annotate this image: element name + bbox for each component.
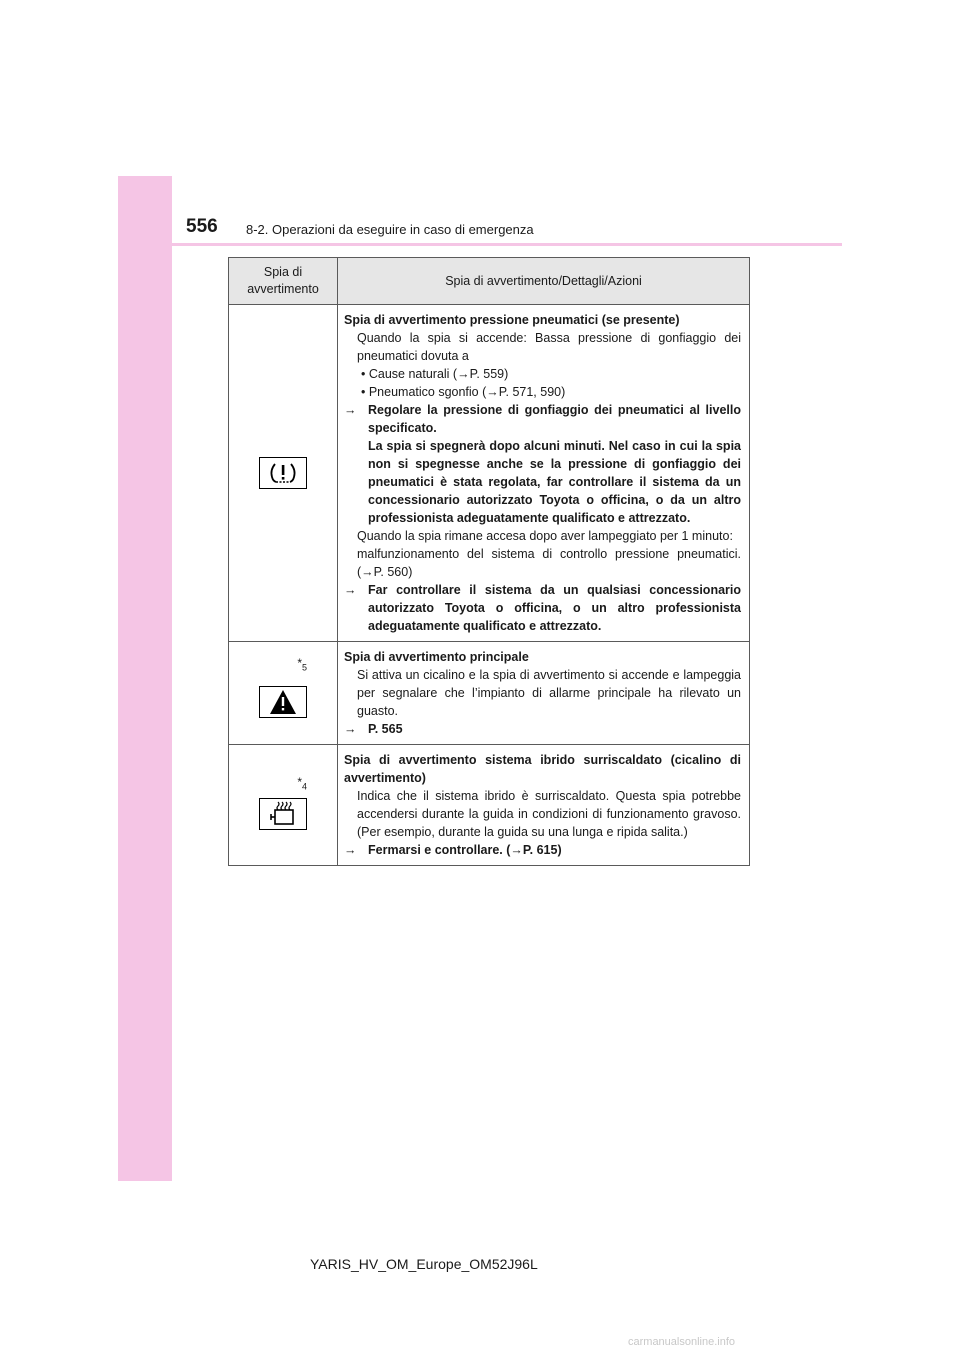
page-number: 556: [186, 216, 218, 237]
indicator-title: Spia di avvertimento pressione pneumatici (se presente): [344, 313, 680, 327]
arrow-icon: →: [344, 722, 357, 736]
icon-cell: [229, 305, 338, 642]
cause-bullet: • Cause naturali (→P. 559): [361, 367, 509, 381]
indicator-title: Spia di avvertimento principale: [344, 650, 529, 664]
watermark: carmanualsonline.info: [628, 1336, 736, 1348]
column-header-light: Spia di avvertimento: [229, 258, 338, 305]
action-text: Far controllare il sistema da un qualsiasi concessionario autorizzato Toyota o officina, o un altro professionista adeguatamente qualificato e attrezzato.: [368, 583, 741, 633]
indicator-description: Quando la spia rimane accesa dopo aver lampeggiato per 1 minuto:: [357, 529, 733, 543]
footnote-marker: $*_5$: [297, 656, 307, 673]
action-item: [344, 720, 741, 738]
indicator-description: malfunzionamento del sistema di controllo pressione pneumatici. (→P. 560): [357, 547, 741, 579]
action-item: [344, 581, 741, 635]
header-rule: [118, 243, 842, 246]
chapter-side-tab: [118, 176, 172, 1181]
action-item: [344, 401, 741, 437]
action-item: [344, 841, 741, 859]
table-row: [229, 642, 750, 745]
warning-light-table: [228, 257, 750, 866]
footnote-marker: $*_4$: [297, 775, 307, 792]
footnote-number: 5: [301, 662, 307, 673]
details-cell: [338, 305, 750, 642]
hybrid-overheat-warning-icon: [259, 798, 307, 830]
action-text: Regolare la pressione di gonfiaggio dei pneumatici al livello specificato.: [368, 403, 741, 435]
action-text: Fermarsi e controllare. (→P. 615): [368, 843, 562, 857]
arrow-icon: →: [344, 583, 357, 597]
indicator-description: Si attiva un cicalino e la spia di avvertimento si accende e lampeggia per segnalare che l’impianto di allarme principale ha rilevato un guasto.: [357, 668, 741, 718]
document-code: YARIS_HV_OM_Europe_OM52J96L: [310, 1256, 538, 1272]
indicator-description: Quando la spia si accende: Bassa pressione di gonfiaggio dei pneumatici dovuta a: [357, 331, 741, 363]
column-header-details: Spia di avvertimento/Dettagli/Azioni: [338, 258, 750, 305]
details-cell: [338, 745, 750, 866]
arrow-icon: →: [344, 843, 357, 857]
icon-cell: [229, 642, 338, 745]
icon-cell: [229, 745, 338, 866]
section-title: 8-2. Operazioni da eseguire in caso di emergenza: [246, 222, 534, 237]
footnote-number: 4: [301, 781, 307, 792]
action-note: La spia si spegnerà dopo alcuni minuti. Nel caso in cui la spia non si spegnesse anche se la pressione di gonfiaggio dei pneumatici è stata regolata, far controllare il sistema da un concessionario autorizzato Toyota o officina, o da un altro professionista adeguatamente qualificato e attrezzato.: [368, 439, 741, 525]
table-row: [229, 305, 750, 642]
arrow-icon: →: [344, 403, 357, 417]
indicator-description: Indica che il sistema ibrido è surriscaldato. Questa spia potrebbe accendersi durante la guida in condizioni di funzionamento gravoso. (Per esempio, durante la guida su una lunga e ripida salita.): [357, 789, 741, 839]
table-row: [229, 745, 750, 866]
master-warning-icon: [259, 686, 307, 718]
details-cell: [338, 642, 750, 745]
cause-bullet: • Pneumatico sgonfio (→P. 571, 590): [361, 385, 566, 399]
action-text: P. 565: [368, 722, 403, 736]
tire-pressure-warning-icon: [259, 457, 307, 489]
table-header-row: [229, 258, 750, 305]
indicator-title: Spia di avvertimento sistema ibrido surriscaldato (cicalino di avvertimento): [344, 753, 741, 785]
